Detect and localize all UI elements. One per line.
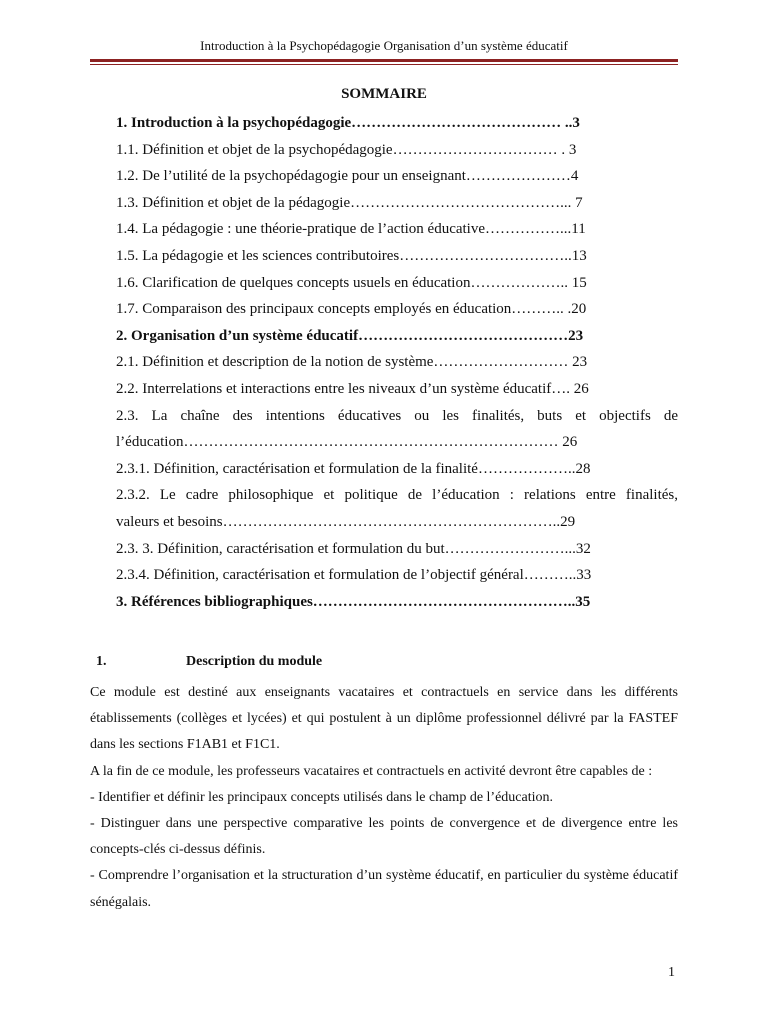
toc-entry: 1.1. Définition et objet de la psychopédagogie…………………………… . 3 — [116, 141, 577, 158]
toc-entry: 1.7. Comparaison des principaux concepts employés en éducation……….. .20 — [116, 301, 587, 318]
table-of-contents — [116, 110, 678, 615]
header-rule-thick — [90, 59, 678, 62]
header-rule-thin — [90, 64, 678, 65]
paragraph: - Identifier et définir les principaux concepts utilisés dans le champ de l’éducation. — [90, 789, 554, 805]
toc-entry: 2.3. 3. Définition, caractérisation et formulation du but……………………...32 — [116, 540, 591, 557]
running-header: Introduction à la Psychopédagogie Organisation d’un système éducatif — [200, 38, 568, 53]
toc-entry: 1.3. Définition et objet de la pédagogie……………………………………... 7 — [116, 194, 583, 211]
toc-entry: 2.2. Interrelations et interactions entre les niveaux d’un système éducatif…. 26 — [116, 380, 589, 397]
toc-entry: 1. Introduction à la psychopédagogie…………………………………… ..3 — [116, 115, 580, 131]
module-description — [90, 680, 678, 916]
section-title: Description du module — [186, 654, 323, 669]
toc-entry: valeurs et besoins…………………………………………………………..29 — [116, 513, 576, 530]
toc-entry: l’éducation………………………………………………………………… 26 — [116, 434, 578, 451]
toc-entry: 2.3.4. Définition, caractérisation et formulation de l’objectif général………..33 — [116, 567, 592, 584]
paragraph: - Distinguer dans une perspective comparative les points de convergence et de divergence entre les concepts-clés ci-dessus définis. — [90, 816, 678, 858]
toc-entry: 2.3. La chaîne des intentions éducatives ou les finalités, buts et objectifs de — [116, 407, 678, 424]
toc-entry: 2. Organisation d’un système éducatif……………………………………23 — [116, 327, 584, 344]
toc-entry: 3. Références bibliographiques……………………………………………..35 — [116, 593, 591, 610]
toc-entry: 2.1. Définition et description de la notion de système……………………… 23 — [116, 354, 588, 371]
paragraph: Ce module est destiné aux enseignants vacataires et contractuels en service dans les différents établissements (collèges et lycées) et qui postulent à un diplôme professionnel délivré par la FASTEF dans les sections F1AB1 et F1C1. — [90, 685, 678, 753]
toc-title: SOMMAIRE — [341, 86, 427, 102]
toc-entry: 1.6. Clarification de quelques concepts usuels en éducation……………….. 15 — [116, 274, 587, 291]
section-heading — [90, 654, 678, 670]
toc-entry: 2.3.1. Définition, caractérisation et formulation de la finalité………………..28 — [116, 460, 591, 477]
paragraph: - Comprendre l’organisation et la structuration d’un système éducatif, en particulier du système éducatif sénégalais. — [90, 868, 678, 910]
toc-entry: 1.5. La pédagogie et les sciences contributoires……………………………..13 — [116, 247, 587, 264]
paragraph: A la fin de ce module, les professeurs vacataires et contractuels en activité devront être capables de : — [90, 763, 653, 779]
toc-entry: 1.2. De l’utilité de la psychopédagogie pour un enseignant…………………4 — [116, 168, 579, 185]
section-number: 1. — [96, 654, 107, 669]
page-number: 1 — [668, 965, 675, 980]
toc-entry: 1.4. La pédagogie : une théorie-pratique de l’action éducative……………...11 — [116, 221, 586, 238]
toc-entry: 2.3.2. Le cadre philosophique et politique de l’éducation : relations entre finalités, — [116, 487, 678, 504]
